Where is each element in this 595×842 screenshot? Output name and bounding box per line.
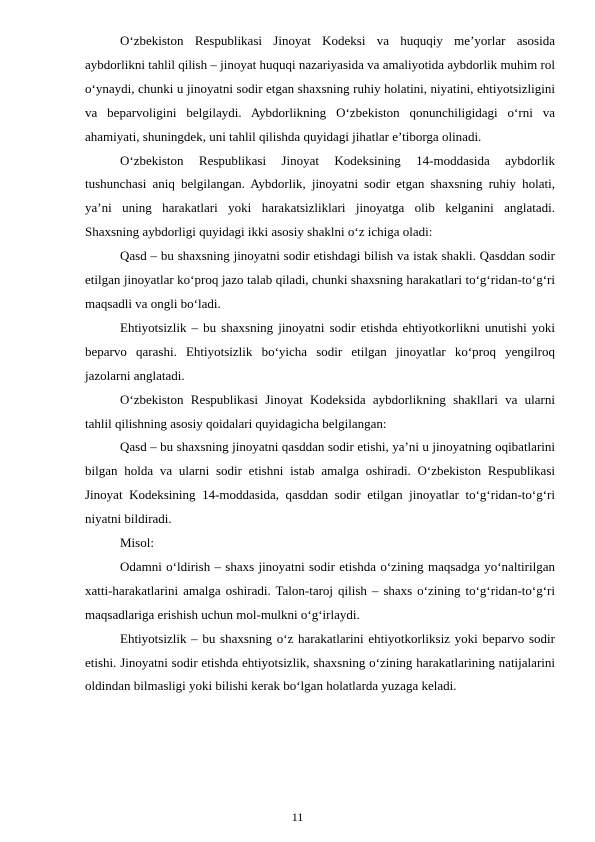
paragraph-qasd-detail: Qasd – bu shaxsning jinoyatni qasddan sodir etishi, ya’ni u jinoyatning oqibatlarini bilgan holda va ularni sodir etishni istab amalga oshiradi. O‘zbekiston Respublikasi Jinoyat Kodeksining 14-moddasida, qasddan sodir etilgan jinoyatlar to‘g‘ridan-to‘g‘ri niyatni bildiradi.	[85, 439, 555, 527]
paragraph-forms-intro: O‘zbekiston Respublikasi Jinoyat Kodeksida aybdorlikning shakllari va ularni tahlil qilishning asosiy qoidalari quyidagicha belgilangan:	[85, 391, 555, 431]
document-body	[85, 29, 555, 698]
paragraph-example: Odamni o‘ldirish – shaxs jinoyatni sodir etishda o‘zining maqsadga yo‘naltirilgan xatti-harakatlarini amalga oshiradi. Talon-taroj qilish – shaxs o‘zining to‘g‘ridan-to‘g‘ri maqsadlariga erishish uchun mol-mulkni o‘g‘irlaydi.	[85, 558, 555, 622]
paragraph-article-14: O‘zbekiston Respublikasi Jinoyat Kodeksining 14-moddasida aybdorlik tushunchasi aniq belgilangan. Aybdorlik, jinoyatni sodir etgan shaxsning ruhiy holati, ya’ni uning harakatlari yoki harakatsizliklari jinoyatga olib kelganini anglatadi. Shaxsning aybdorligi quyidagi ikki asosiy shaklni o‘z ichiga oladi:	[85, 152, 555, 240]
page-number: 11	[291, 810, 304, 824]
paragraph-qasd-definition: Qasd – bu shaxsning jinoyatni sodir etishdagi bilish va istak shakli. Qasddan sodir etilgan jinoyatlar ko‘proq jazo talab qiladi, chunki shaxsning harakatlari to‘g‘ridan-to‘g‘ri maqsadli va ongli bo‘ladi.	[85, 248, 555, 311]
paragraph-intro: O‘zbekiston Respublikasi Jinoyat Kodeksi va huquqiy me’yorlar asosida aybdorlikni tahlil qilish – jinoyat huquqi nazariyasida va amaliyotida aybdorlik muhim rol o‘ynaydi, chunki u jinoyatni sodir etgan shaxsning ruhiy holatini, niyatini, ehtiyotsizligini va beparvoligini belgilaydi. Aybdorlikning O‘zbekiston qonunchiligidagi o‘rni va ahamiyati, shuningdek, uni tahlil qilishda quyidagi jihatlar e’tiborga olinadi.	[85, 33, 555, 144]
paragraph-ehtiyotsizlik-definition: Ehtiyotsizlik – bu shaxsning jinoyatni sodir etishda ehtiyotkorlikni unutishi yoki beparvo qarashi. Ehtiyotsizlik bo‘yicha sodir etilgan jinoyatlar ko‘proq yengilroq jazolarni anglatadi.	[85, 319, 555, 383]
paragraph-example-label: Misol:	[120, 535, 154, 551]
paragraph-ehtiyotsizlik-detail: Ehtiyotsizlik – bu shaxsning o‘z harakatlarini ehtiyotkorliksiz yoki beparvo sodir etishi. Jinoyatni sodir etishda ehtiyotsizlik, shaxsning o‘zining harakatlarining natijalarini oldindan bilmasligi yoki bilishi kerak bo‘lgan holatlarda yuzaga keladi.	[85, 630, 555, 694]
